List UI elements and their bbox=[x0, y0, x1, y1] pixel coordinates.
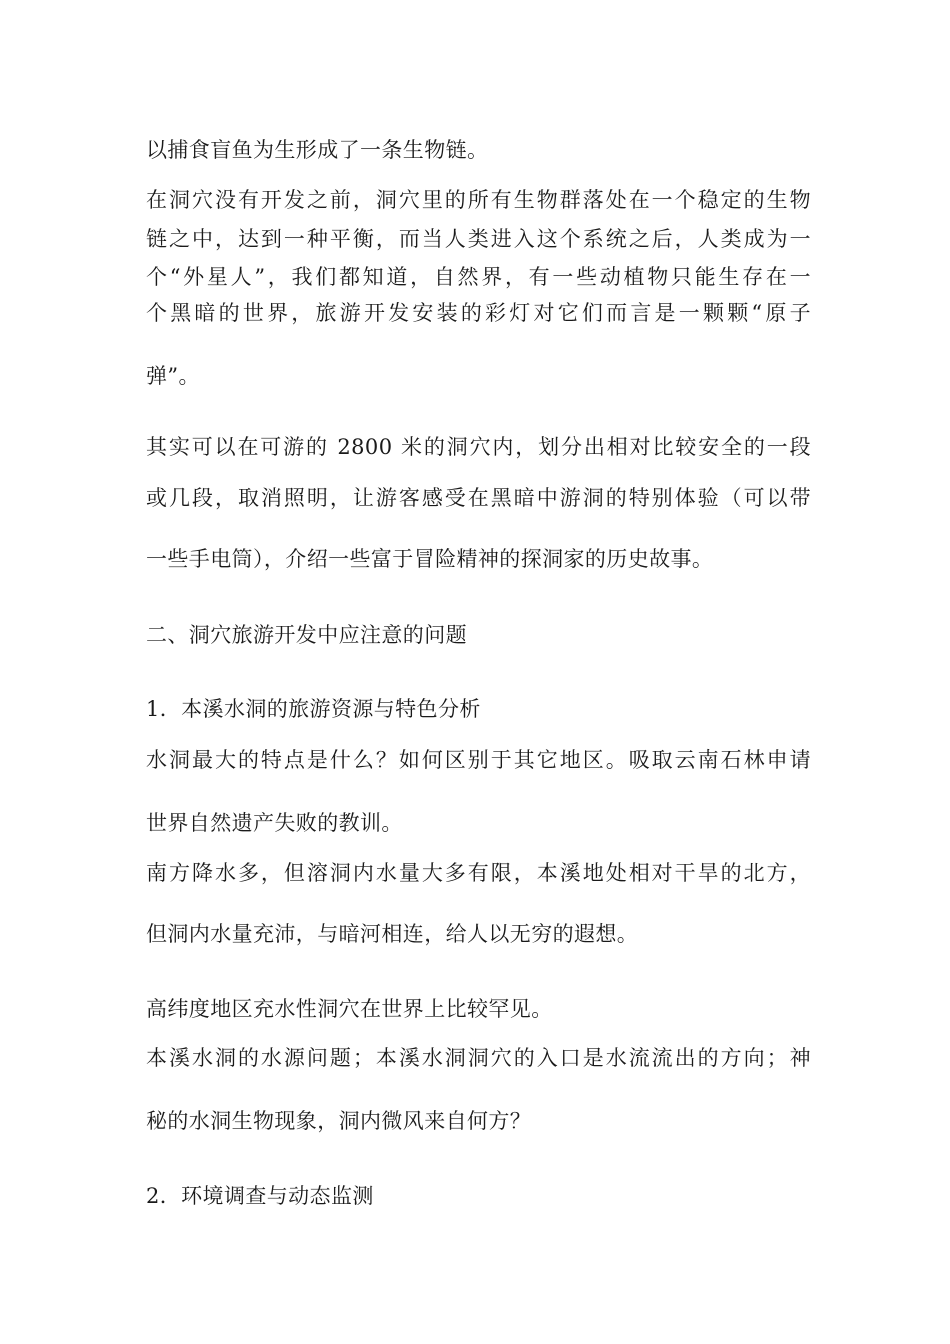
text-line: 弹”。 bbox=[146, 364, 200, 388]
text-line: 链之中，达到一种平衡，而当人类进入这个系统之后，人类成为一 bbox=[146, 227, 811, 251]
text-line: 水洞最大的特点是什么？如何区别于其它地区。吸取云南石林申请 bbox=[146, 748, 811, 772]
text-line: 其实可以在可游的 2800 米的洞穴内，划分出相对比较安全的一段 bbox=[146, 435, 811, 459]
text-line: 或几段，取消照明，让游客感受在黑暗中游洞的特别体验（可以带 bbox=[146, 486, 811, 510]
text-line: 本溪水洞的水源问题；本溪水洞洞穴的入口是水流流出的方向；神 bbox=[146, 1046, 811, 1070]
text-line: 但洞内水量充沛，与暗河相连，给人以无穷的遐想。 bbox=[146, 922, 639, 946]
text-line: 以捕食盲鱼为生形成了一条生物链。 bbox=[146, 138, 489, 162]
text-line: 个黑暗的世界，旅游开发安装的彩灯对它们而言是一颗颗“原子 bbox=[146, 301, 811, 325]
text-line: 在洞穴没有开发之前，洞穴里的所有生物群落处在一个稳定的生物 bbox=[146, 188, 811, 212]
section-heading: 二、洞穴旅游开发中应注意的问题 bbox=[146, 623, 467, 647]
subsection-heading: 1．本溪水洞的旅游资源与特色分析 bbox=[146, 697, 481, 721]
text-line: 个“外星人”，我们都知道，自然界，有一些动植物只能生存在一 bbox=[146, 265, 811, 289]
text-line: 世界自然遗产失败的教训。 bbox=[146, 811, 403, 835]
subsection-heading: 2．环境调查与动态监测 bbox=[146, 1184, 374, 1208]
text-line: 南方降水多，但溶洞内水量大多有限，本溪地处相对干旱的北方， bbox=[146, 861, 811, 885]
text-line: 秘的水洞生物现象，洞内微风来自何方？ bbox=[146, 1109, 532, 1133]
text-line: 高纬度地区充水性洞穴在世界上比较罕见。 bbox=[146, 997, 553, 1021]
text-line: 一些手电筒），介绍一些富于冒险精神的探洞家的历史故事。 bbox=[146, 547, 714, 571]
